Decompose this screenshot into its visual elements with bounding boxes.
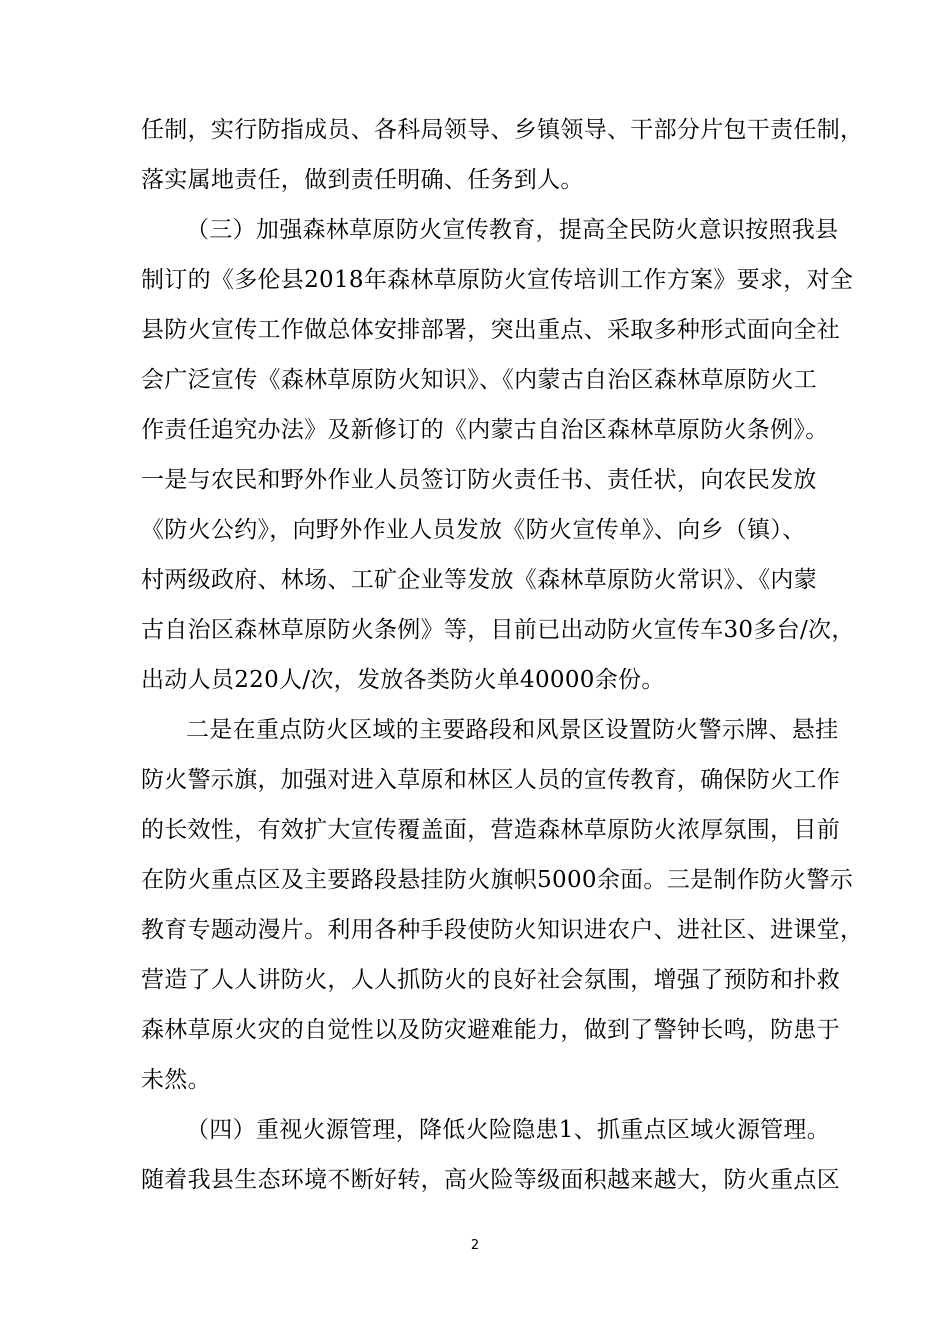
paragraph-start-line: 二是在重点防火区域的主要路段和风景区设置防火警示牌、悬挂 [186, 717, 839, 743]
text-line: 教育专题动漫片。利用各种手段使防火知识进农户、进社区、进课堂， [141, 917, 864, 943]
text-line: 古自治区森林草原防火条例》等，目前已出动防火宣传车30多台/次， [141, 617, 855, 643]
text-line: 出动人员220人/次，发放各类防火单40000余份。 [141, 667, 665, 693]
text-line: 一是与农民和野外作业人员签订防火责任书、责任状，向农民发放 [141, 467, 817, 493]
text-line: 随着我县生态环境不断好转，高火险等级面积越来越大，防火重点区 [141, 1167, 840, 1193]
section-heading-line: （三）加强森林草原防火宣传教育，提高全民防火意识按照我县 [186, 217, 839, 243]
text-line: 会广泛宣传《森林草原防火知识》、《内蒙古自治区森林草原防火工 [141, 367, 817, 393]
text-line: 落实属地责任，做到责任明确、任务到人。 [141, 167, 584, 193]
text-line: 村两级政府、林场、工矿企业等发放《森林草原防火常识》、《内蒙 [141, 567, 817, 593]
text-line: 在防火重点区及主要路段悬挂防火旗帜5000余面。三是制作防火警示 [141, 867, 854, 893]
text-line: 未然。 [141, 1067, 211, 1093]
text-line: 制订的《多伦县2018年森林草原防火宣传培训工作方案》要求，对全 [141, 267, 854, 293]
text-line: 营造了人人讲防火，人人抓防火的良好社会氛围，增强了预防和扑救 [141, 967, 840, 993]
text-line: 作责任追究办法》及新修订的《内蒙古自治区森林草原防火条例》。 [141, 417, 829, 443]
text-line: 任制，实行防指成员、各科局领导、乡镇领导、干部分片包干责任制， [141, 117, 864, 143]
section-heading-line: （四）重视火源管理，降低火险隐患1、抓重点区域火源管理。 [186, 1117, 831, 1143]
text-line: 防火警示旗，加强对进入草原和林区人员的宣传教育，确保防火工作 [141, 767, 840, 793]
text-line: 县防火宣传工作做总体安排部署，突出重点、采取多种形式面向全社 [141, 317, 840, 343]
text-line: 森林草原火灾的自觉性以及防灾避难能力，做到了警钟长鸣，防患于 [141, 1017, 840, 1043]
page-number: 2 [470, 1238, 480, 1253]
text-line: 《防火公约》，向野外作业人员发放《防火宣传单》、向乡（镇）、 [141, 517, 806, 543]
text-line: 的长效性，有效扩大宣传覆盖面，营造森林草原防火浓厚氛围，目前 [141, 817, 840, 843]
